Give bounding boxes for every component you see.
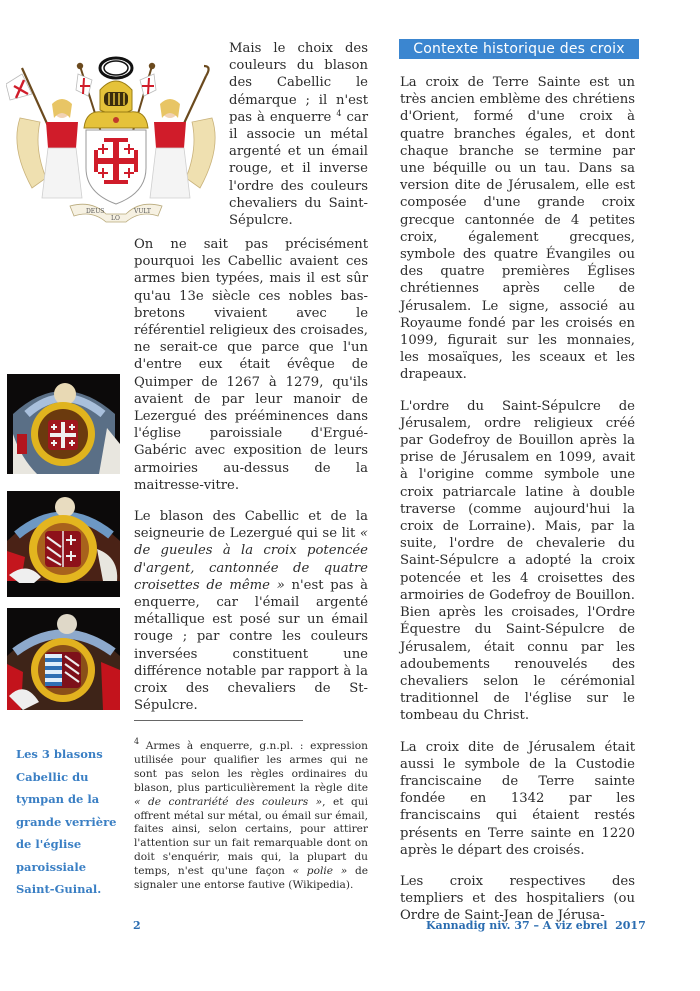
svg-text:DEUS: DEUS xyxy=(86,208,105,215)
footnote-quote: « de contrariété des couleurs » xyxy=(134,795,323,808)
footnote-reference[interactable]: 4 xyxy=(336,108,342,118)
stained-glass-image-2 xyxy=(7,491,120,597)
stained-glass-jerusalem-cross-icon xyxy=(7,374,120,474)
paragraph-text: Le blason des Cabellic et de la seigneurie de Lezergué qui se lit xyxy=(134,509,368,542)
right-paragraph-2: L'ordre du Saint-Sépulcre de Jérusalem, ordre religieux créé par Godefroy de Bouillon après la prise de Jérusalem en 1099, avait à l'origine comme symbole une croix patriarcale latine à double traverse (comme aujourd'hui la croix de Lorraine). Mais, par la suite, l'ordre de chevalerie du Saint-Sépulcre a adopté la croix potencée et les 4 croisettes des armoiries de Godefroy de Bouillon. Bien après les croisades, l'Ordre Équestre du Saint-Sépulcre de Jérusalem, était connu par les adoubements renouvelés des chevaliers selon le cérémonial traditionnel de l'église sur le tombeau du Christ. xyxy=(400,398,635,724)
stained-glass-fasce-arms-icon xyxy=(7,608,120,710)
left-paragraph-1: On ne sait pas précisément pourquoi les Cabellic avaient ces armes bien typées, mais il est sûr qu'au 13e siècle ces nobles bas-bretons vivaient avec le référentiel religieux des croisades, ne serait-ce que parce que l'un d'entre eux était évêque de Quimper de 1267 à 1279, qu'ils avaient de par leur manoir de Lezergué des prééminences dans l'église paroissiale d'Ergué-Gabéric avec exposition de leurs armoiries au-dessus de la maitresse-vitre. xyxy=(134,237,368,493)
right-column xyxy=(400,74,635,925)
page-number: 2 xyxy=(133,919,141,932)
stained-glass-image-3 xyxy=(7,608,120,710)
footnote xyxy=(134,737,368,893)
footnote-text: , et qui offrent métal sur métal, ou émail sur émail, faites ainsi, selon certains, pour attirer l'attention sur un fait remarquable dont on doit s'enquérir, mais qui, la plupart du temps, n'est qu'une façon xyxy=(134,795,368,878)
right-paragraph-4: Les croix respectives des templiers et des hospitaliers (ou Ordre de Saint-Jean de Jérusa- xyxy=(400,873,635,924)
left-column xyxy=(134,236,368,714)
stained-glass-image-1 xyxy=(7,374,120,474)
intro-text-continued: car il associe un métal argenté et un émail rouge, et il inverse l'ordre des couleurs chevaliers du Saint-Sépulcre. xyxy=(229,109,368,229)
right-paragraph-3: La croix dite de Jérusalem était aussi le symbole de la Custodie franciscaine de Terre sainte fondée en 1342 par les franciscains qui étaient restés présents en Terre sainte en 1220 après le départ des croisés. xyxy=(400,739,635,858)
stained-glass-party-arms-icon xyxy=(7,491,120,597)
section-header: Contexte historique des croix xyxy=(399,39,639,59)
image-caption: Les 3 blasons Cabellic du tympan de la grande verrière de l'église paroissiale Saint-Guinal. xyxy=(16,747,117,896)
footnote-text: de signaler une entorse fautive (Wikipedia). xyxy=(134,865,368,892)
coat-of-arms-image xyxy=(6,38,226,223)
footnote-quote: « polie » xyxy=(292,865,348,878)
right-paragraph-1: La croix de Terre Sainte est un très ancien emblème des chrétiens d'Orient, formé d'une croix à quatre branches égales, et dont chaque branche se termine par une béquille ou un tau. Dans sa version dite de Jérusalem, elle est composée d'une grande croix grecque cantonnée de 4 petites croix, également grecques, symbole des quatre Évangiles ou des quatre premières Églises chrétiennes après celle de Jérusalem. Le signe, associé au Royaume fondé par les croisés en 1099, figurait sur les monnaies, les mosaïques, les sceaux et les drapeaux. xyxy=(400,75,635,383)
left-paragraph-2 xyxy=(134,508,368,714)
blazon-quote: « de gueules à la croix potencée d'argent, cantonnée de quatre croisettes de même » xyxy=(134,526,368,593)
intro-paragraph xyxy=(229,40,368,229)
paragraph-text: n'est pas à enquerre, car l'émail argenté métallique est posé sur un émail rouge ; par contre les couleurs inversées constituent une différence notable par rapport à la croix des chevaliers de St-Sépulcre. xyxy=(134,577,368,714)
footnote-text: Armes à enquerre, g.n.pl. : expression utilisée pour qualifier les armes qui ne sont pas selon les règles ordinaires du blason, plus particulièrement la règle dite xyxy=(134,740,368,794)
footnote-marker: 4 xyxy=(134,737,140,746)
publication-footer: Kannadig niv. 37 – A viz ebrel 2017 xyxy=(426,919,646,932)
intro-text: Mais le choix des couleurs du blason des Cabellic le démarque ; il n'est pas à enquerre xyxy=(229,41,368,125)
footnote-separator xyxy=(134,720,303,721)
svg-text:LO: LO xyxy=(111,215,120,222)
holy-sepulchre-arms-icon xyxy=(6,38,226,223)
svg-text:VULT: VULT xyxy=(134,208,151,215)
